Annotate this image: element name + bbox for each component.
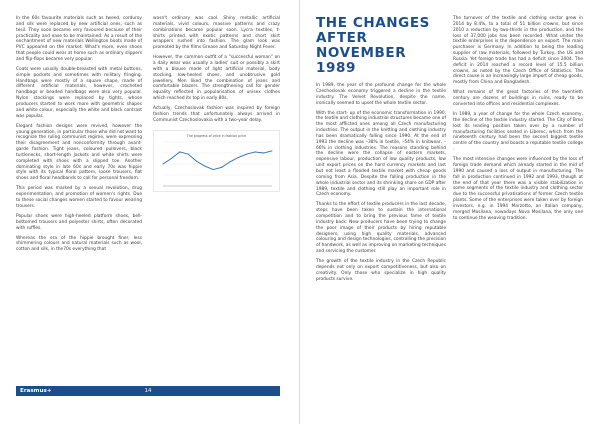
data-point	[255, 151, 256, 152]
paragraph: With the start- up of the economic transformation in 1990, the textile and clothing industrial structures became one of the most afflicted ones among all Czech manufacturing industries. The output in the knitting and clothing industry has been dramatically falling since 1990. At the end of 1993 the decline was –38% in textile, –54% in knitwear, –66% in clothing industries. The reasons standing behind the decline were the collapse of eastern markets, expensive labour, production of low quality products, low unit export prices on the hard currency markets and last but not least a flooded textile market with cheap goods coming from Asia. Despite the falling production in the whole industrial sector and its shrinking share on GDP after 1989, textile and clothing still play an important role in Czech economy.	[316, 110, 446, 198]
line-chart	[153, 130, 280, 192]
paragraph: Popular shoes were high-heeled platform shoes, bell-bottomed trousers and polyester shirts, often decorated with ruffles.	[16, 213, 142, 231]
paragraph: Whereas the era of the hippie brought finer, less shimmering colours and natural materials such as wool, cotton and silk, in the70s everything that	[16, 235, 142, 253]
right-column-1	[316, 16, 446, 287]
paragraph: Thanks to the effort of textile producers in the last decade, steps have been taken to sustain the international competition and to bring the previous fame of textile industry back. New producers have been trying to change the poor image of their products by hiring reputable designers, using high quality materials, advanced colouring and design technologies, controlling the precision of handwork, as well as improving on marketing techniques and servicing the customer.	[316, 202, 446, 255]
data-point	[188, 153, 189, 154]
data-point	[196, 160, 197, 161]
data-point	[221, 167, 222, 168]
data-point	[204, 165, 205, 166]
page-number: 14	[144, 387, 152, 394]
left-column-2	[153, 16, 280, 192]
data-point	[163, 163, 164, 164]
footer-bar	[16, 386, 280, 396]
paragraph: Elegant fashion designs were revived, however the young generation, in particular those who did not want to recognize the ruling communist regime, were expressing their disagreement and nonconformity through avant-garde fashion. Tight jeans, coloured pullovers, black turtlenecks, short-length jackets and white shirts were completed with shoes with a slipped toe. Another dominating style in late 60s and early 70s was hippie style with its typical floral pattern, loose trousers, flat shoes and floral headbands to call for personal freedom.	[16, 123, 142, 182]
paragraph: wasn't ordinary was cool. Shiny metallic artificial materials, vivid colours, massive patterns and crazy combinations became popular soon. Lycra textiles, t-shirts printed with exotic patterns and short skirt wrappers rushed into fashion. The glam look was promoted by the films Grease and Saturday Night Fever.	[153, 16, 280, 51]
price-chart	[153, 130, 280, 192]
chart-title: The progress of price in fashion price	[186, 133, 247, 138]
paragraph: The most intensive changes were influenced by the loss of foreign trade demand which already started in the mid of 1990 and caused a loss of output in manufacturing. The fall in production continued in 1992 and 1993, though at the end of that year there was a visible stabilization in some segments of the textile industry and clothing sector due to the successful privatisations of former Czech textile plants. Some of the enterprises were taken over by foreign investors, e.g. in 1994 Marzotto, an Italian company, merged Mosilana, nowadays Nova Mosilana, the only one to continue the weaving tradition.	[453, 157, 583, 221]
paragraph: Coats were usually double-breasted with metal buttons, simple pockets and sometimes with military fringing. Handbags were mostly of a square shape, made of different artificial materials, however, crocheted handbags or beaded handbags were also very popular. Nylon stockings were replaced by tights, whose producers started to work more with geometric shapes and white colour, especially the white and black contrast was popular.	[16, 66, 142, 119]
paragraph: What remains of the great factories of the twentieth century are dozens of buildings in ruins, ready to be converted into offices and residential complexes.	[453, 90, 583, 107]
data-point	[263, 152, 264, 153]
erasmus-logo: Erasmus+	[20, 387, 52, 394]
paragraph: The growth of the textile industry in the Czech Republic depends not only on export competitiveness, but also on creativity. Only those who specialize in high quality products survive.	[316, 259, 446, 282]
paragraph: However, the common outfit of a "successful woman" on a daily wear was usually a ladies' suit or possibly a skirt with a blouse made of light artificial material, body stocking, low-heeled shoes, and unobtrusive gold jewellery. Men liked the combination of jeans and comfortable blazers. The strengthening call for gender equality reflected in popularisation of unisex clothes which reached its top in early 80s.	[153, 55, 280, 102]
data-point	[171, 158, 172, 159]
right-page	[300, 0, 600, 424]
right-column-2	[453, 16, 583, 226]
paragraph: In 1989, the year of the profound change for the whole Czechoslovak economy triggered a decline in the textile industry. The Velvet Revolution, despite the name, ironically seemed to upset the whole textile sector.	[316, 83, 446, 106]
paragraph: In 1989, a year of change for the whole Czech economy, the decline of the textile industry started. The City of Brno lost its leading position taken over by a number of manufacturing facilities seated in Liberec, which from the nineteenth century had been the second biggest textile centre of the country and boasts a reputable textile college .	[453, 112, 583, 153]
paragraph: This period was marked by a sexual revolution, drug experimentation, and promotion of women's rights. Due to these social changes women started to favour wearing trousers.	[16, 186, 142, 209]
data-point	[246, 153, 247, 154]
left-column-1	[16, 16, 142, 257]
data-point	[213, 169, 214, 170]
section-title: THE CHANGES AFTER NOVEMBER 1989	[316, 15, 431, 76]
paragraph: The turnover of the textile and clothing sector grew in 2014 by 8.4%, to a total of 51 billion crowns, but since 2010 a reduction by two-thirds in the production, and the loss of 37,000 jobs has been recorded. What unites the textile enterprises is the dependence on export. The main purchaser is Germany. In addition to being the leading supplier of raw materials, followed by Turkey, the US and Russia. Yet foreign trade has had a deficit since 2004. The deficit in 2014 reached a record level of 15.5 billion crowns, as noted by the Czech Office of Statistics. The direct cause is an increasingly large import of cheap goods, mostly from China and Bangladesh.	[453, 16, 583, 86]
data-point	[272, 150, 273, 151]
paragraph: In the 60s favourite materials such as tweed, corduroy and silk were replaced by new artificial ones, such as tesil. They soon became very favoured because of their practicality and ease to be maintained. As a result of the enchantment of new materials Wellington boots made of PVC appeared on the market. What's more, even shoes that people could wear at home such as ordinary slippers and flip-flops became very popular.	[16, 16, 142, 62]
data-point	[230, 161, 231, 162]
data-point	[238, 157, 239, 158]
data-point	[179, 151, 180, 152]
paragraph: Actually, Czechoslovak fashion was inspired by foreign fashion trends that unfortunately always arrived in Communist Czechoslovakia with a two-year delay.	[153, 106, 280, 123]
